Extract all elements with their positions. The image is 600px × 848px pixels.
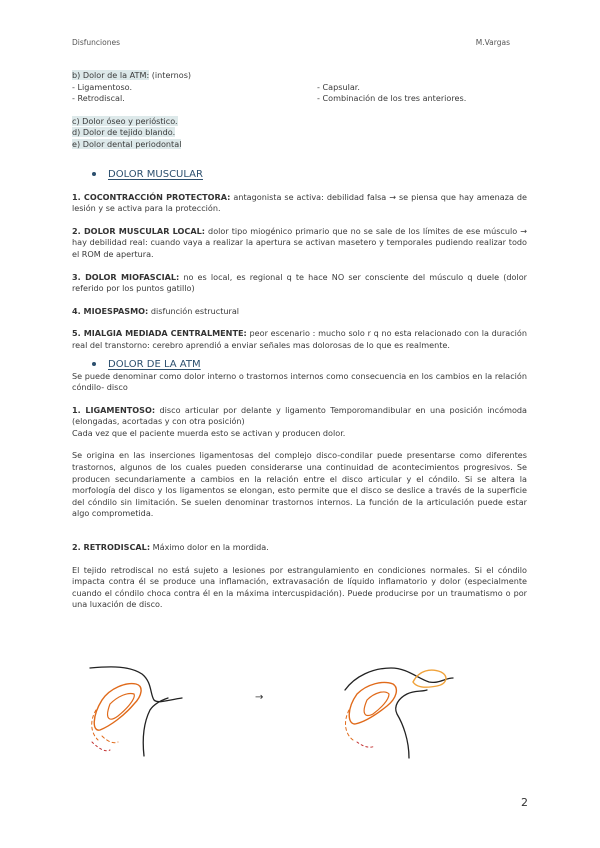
muscular-item: 5. MIALGIA MEDIADA CENTRALMENTE: peor escenario : mucho solo r q no esta relacionado con la duración real del transtorno: cerebro aprendió a enviar señales mas dolorosas de lo que es realmente. <box>72 328 527 350</box>
ligamentoso-item: 1. LIGAMENTOSO: disco articular por delante y ligamento Temporomandibular en una posición incómoda (elongadas, acortadas y con otra posición) <box>72 404 528 427</box>
section-heading-muscular: DOLOR MUSCULAR <box>92 168 527 181</box>
header-right: M.Vargas <box>475 38 510 47</box>
arrow-icon: → <box>255 692 264 703</box>
condyle-right-drawing <box>345 668 453 758</box>
ligamentoso-paragraph: Se origina en las inserciones ligamentosas del complejo disco-condilar puede presentarse como diferentes trastornos, algunos de los cuales pueden considerarse una continuidad de acontecimientos progresivos. Se producen secundariamente a cambios en la relación entre el disco articular y el cóndilo. Si se altera la morfología del disco y los ligamentos se elongan, esto permite que el disco se deslice a través de la superficie del cóndilo sin limitación. Se suelen denominar trastornos internos. La función de la articulación puede estar algo comprometida. <box>72 450 527 519</box>
bullet-icon <box>92 362 96 366</box>
main-content <box>72 70 527 611</box>
list-item: - Ligamentoso. <box>72 81 133 92</box>
bullet-icon <box>92 172 96 176</box>
ligamentoso-note: Cada vez que el paciente muerda esto se activan y producen dolor. <box>72 427 346 438</box>
list-item: - Capsular. <box>317 81 360 92</box>
condyle-left-drawing <box>90 667 182 756</box>
list-item: - Retrodiscal. <box>72 93 125 104</box>
muscular-item: 1. COCONTRACCIÓN PROTECTORA: antagonista se activa: debilidad falsa → se piensa que hay amenaza de lesión y se activa para la protección. <box>72 191 528 214</box>
header-left: Disfunciones <box>72 38 120 47</box>
other-pain-list <box>72 116 527 151</box>
section-heading-atm: DOLOR DE LA ATM <box>92 358 527 371</box>
muscular-item: 3. DOLOR MIOFASCIAL: no es local, es regional q te hace NO ser consciente del músculo q duele (dolor referido por los puntos gatillo) <box>72 271 527 294</box>
muscular-item: 4. MIOESPASMO: disfunción estructural <box>72 305 240 316</box>
list-item: c) Dolor óseo y perióstico. <box>72 115 178 126</box>
condyle-drawing <box>72 660 527 770</box>
page-number: 2 <box>521 796 528 809</box>
muscular-item: 2. DOLOR MUSCULAR LOCAL: dolor tipo miogénico primario que no se sale de los límites de ese músculo → hay debilidad real: cuando vaya a realizar la apertura se activan masetero y temporales pudiendo realizar todo el ROM de apertura. <box>72 225 528 259</box>
atm-pain-title: b) Dolor de la ATM: (internos) <box>72 70 192 80</box>
atm-intro: Se puede denominar como dolor interno o trastornos internos como consecuencia en los cambios en la relación cóndilo- disco <box>72 370 527 393</box>
retrodiscal-paragraph: El tejido retrodiscal no está sujeto a lesiones por estrangulamiento en condiciones normales. Si el cóndilo impacta contra él se produce una inflamación, extravasación de líquido inflamatorio y dolor (especialmente cuando el cóndilo choca contra él en la máxima intercuspidación). Puede producirse por un traumatismo o por una luxación de disco. <box>72 564 527 610</box>
list-item: e) Dolor dental periodontal <box>72 138 182 149</box>
atm-pain-list <box>72 82 527 105</box>
retrodiscal-item: 2. RETRODISCAL: Máximo dolor en la mordida. <box>72 542 269 553</box>
list-item: d) Dolor de tejido blando. <box>72 127 176 138</box>
tmj-illustration <box>72 660 527 770</box>
list-item: - Combinación de los tres anteriores. <box>317 93 467 104</box>
